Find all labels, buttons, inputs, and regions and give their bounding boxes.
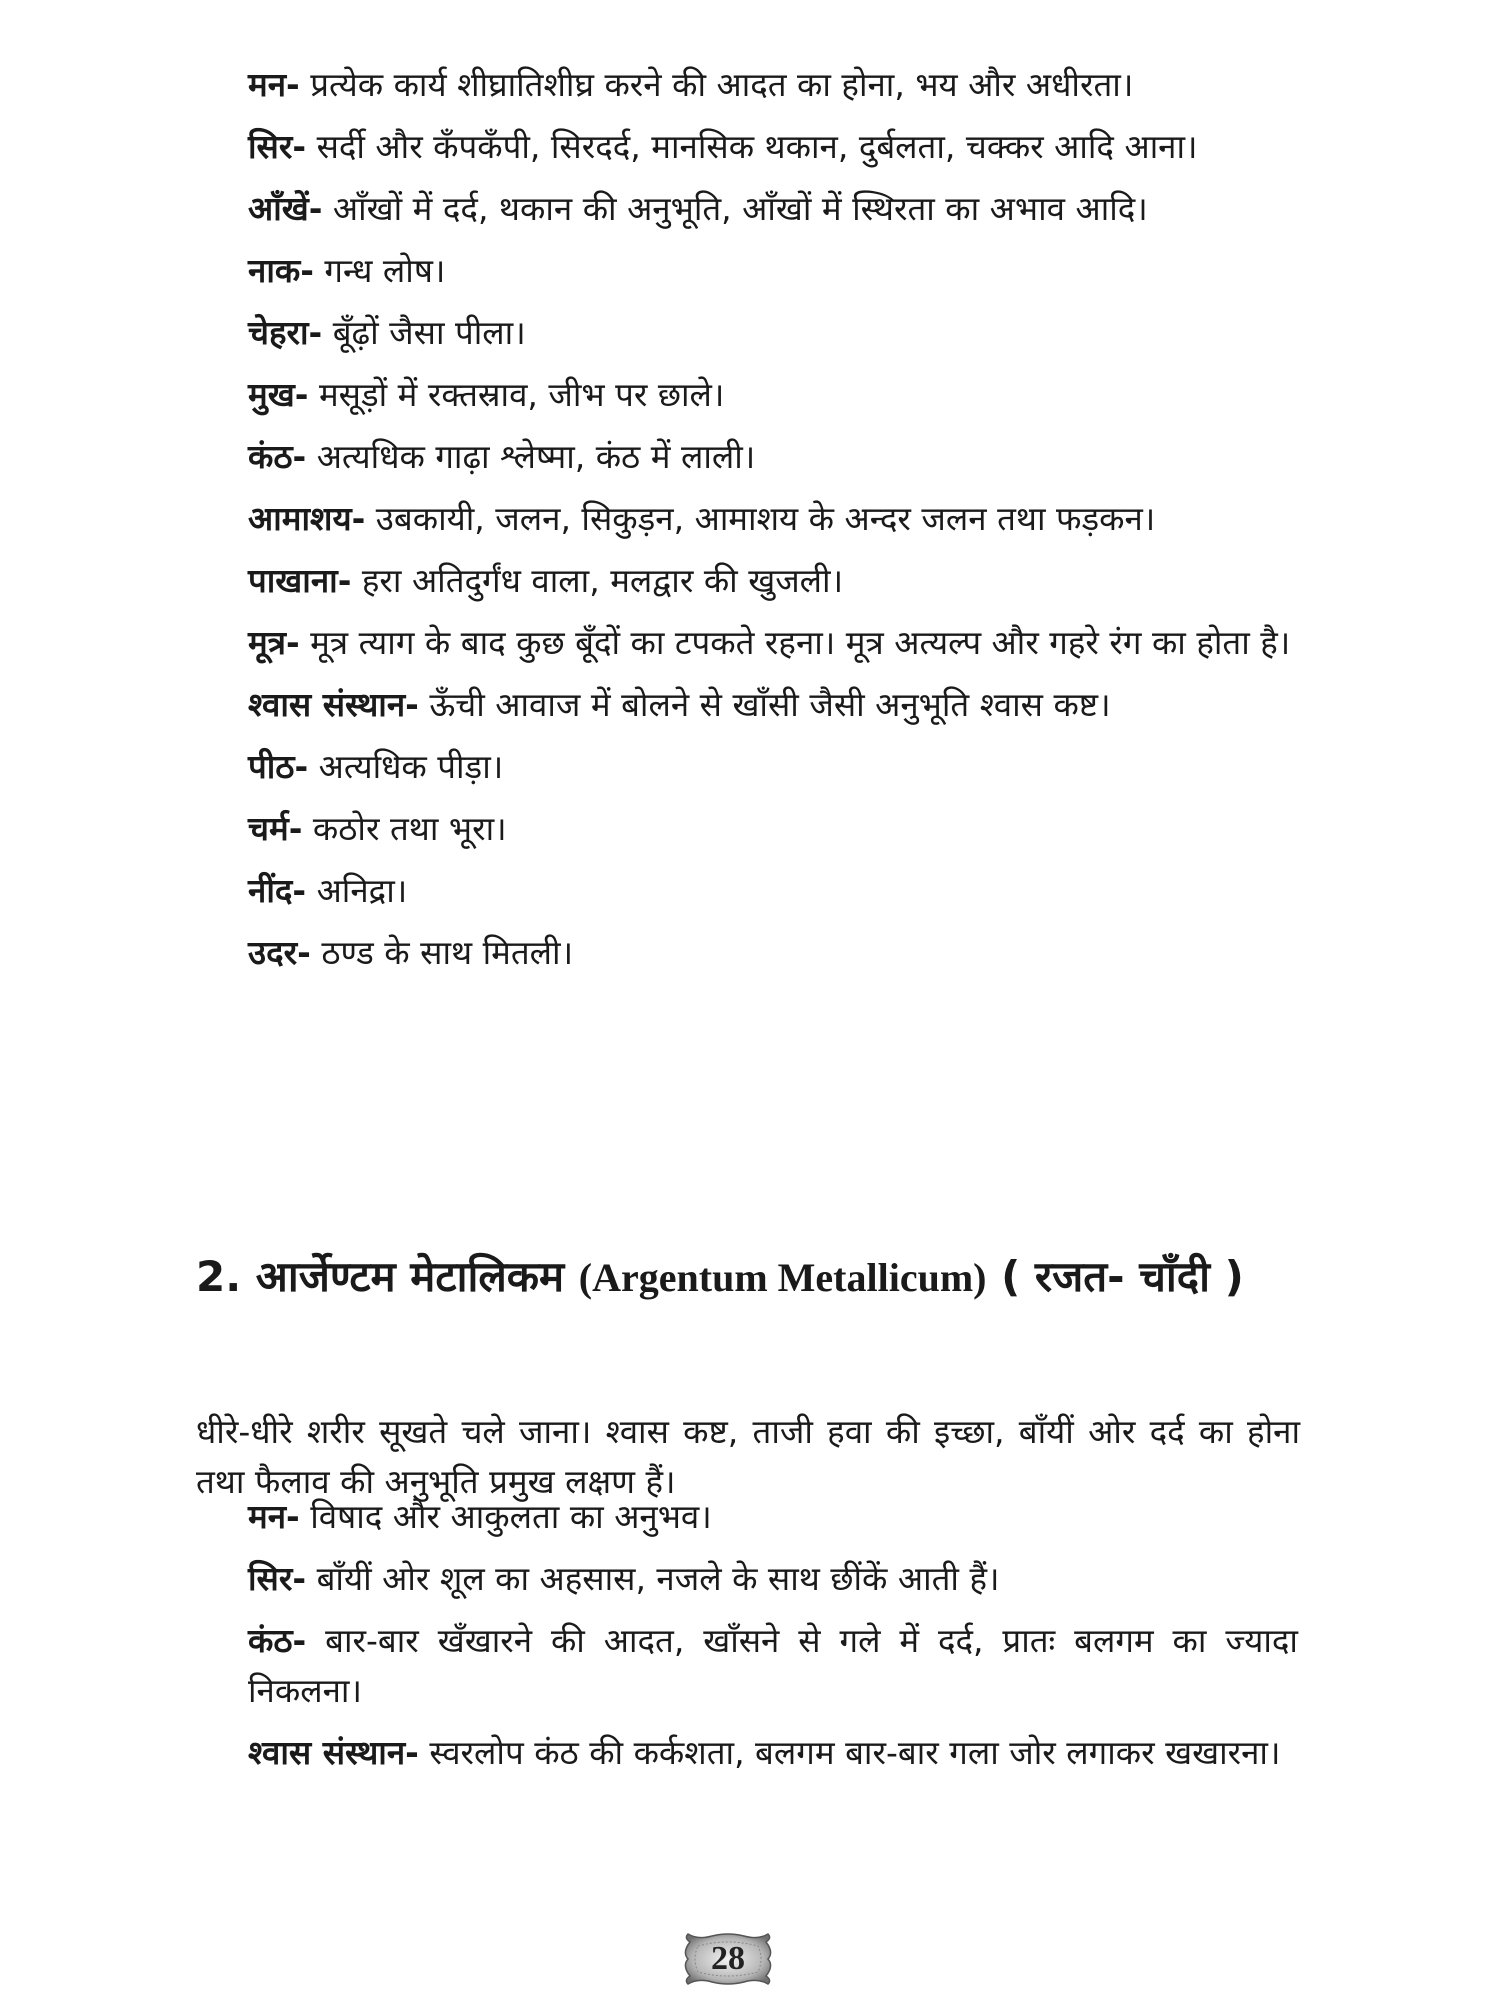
symptom-entry bbox=[248, 184, 1298, 234]
symptom-text: बार-बार खँखारने की आदत, खाँसने से गले में दर्द, प्रातः बलगम का ज्यादा निकलना। bbox=[248, 1621, 1298, 1710]
symptom-text: सर्दी और कँपकँपी, सिरदर्द, मानसिक थकान, दुर्बलता, चक्कर आदि आना। bbox=[316, 127, 1198, 166]
symptom-text: अनिद्रा। bbox=[316, 871, 408, 910]
symptom-entry bbox=[248, 556, 1298, 606]
symptom-entry bbox=[248, 60, 1298, 110]
symptom-term: पाखाना- bbox=[248, 561, 352, 600]
symptom-entry bbox=[248, 1728, 1298, 1778]
symptom-term: श्वास संस्थान- bbox=[248, 685, 419, 724]
section2-heading-latin: (Argentum Metallicum) bbox=[578, 1255, 987, 1300]
section2-heading-tail: ( रजत- चाँदी ) bbox=[1001, 1252, 1244, 1301]
symptom-entry bbox=[248, 246, 1298, 296]
symptom-entry bbox=[248, 1554, 1298, 1604]
symptom-term: कंठ- bbox=[248, 437, 307, 476]
symptom-entry bbox=[248, 742, 1298, 792]
section1-symptom-list bbox=[248, 60, 1298, 990]
symptom-term: आँखें- bbox=[248, 189, 323, 228]
symptom-text: ऊँची आवाज में बोलने से खाँसी जैसी अनुभूति श्वास कष्ट। bbox=[429, 685, 1111, 724]
symptom-term: चेहरा- bbox=[248, 313, 323, 352]
symptom-term: चर्म- bbox=[248, 809, 303, 848]
symptom-term: मन- bbox=[248, 1497, 300, 1536]
symptom-term: नाक- bbox=[248, 251, 314, 290]
symptom-text: मूत्र त्याग के बाद कुछ बूँदों का टपकते रहना। मूत्र अत्यल्प और गहरे रंग का होता है। bbox=[310, 623, 1291, 662]
symptom-term: मुख- bbox=[248, 375, 309, 414]
symptom-entry bbox=[248, 122, 1298, 172]
symptom-text: बाँयीं ओर शूल का अहसास, नजले के साथ छींकें आती हैं। bbox=[316, 1559, 1000, 1598]
section2-symptom-list bbox=[248, 1492, 1298, 1790]
symptom-term: मूत्र- bbox=[248, 623, 300, 662]
symptom-term: नींद- bbox=[248, 871, 307, 910]
symptom-text: प्रत्येक कार्य शीघ्रातिशीघ्र करने की आदत का होना, भय और अधीरता। bbox=[310, 65, 1134, 104]
section2-heading bbox=[196, 1246, 1306, 1309]
symptom-text: अत्यधिक गाढ़ा श्लेष्मा, कंठ में लाली। bbox=[316, 437, 756, 476]
symptom-text: ठण्ड के साथ मितली। bbox=[321, 933, 574, 972]
symptom-text: मसूड़ों में रक्तस्राव, जीभ पर छाले। bbox=[318, 375, 725, 414]
symptom-term: सिर- bbox=[248, 127, 307, 166]
symptom-text: विषाद और आकुलता का अनुभव। bbox=[310, 1497, 712, 1536]
symptom-text: कठोर तथा भूरा। bbox=[312, 809, 507, 848]
symptom-entry bbox=[248, 1616, 1298, 1716]
symptom-term: उदर- bbox=[248, 933, 311, 972]
symptom-term: पीठ- bbox=[248, 747, 309, 786]
section2-intro: धीरे-धीरे शरीर सूखते चले जाना। श्वास कष्ट, ताजी हवा की इच्छा, बाँयीं ओर दर्द का होना तथा फैलाव की अनुभूति प्रमुख लक्षण हैं। bbox=[196, 1412, 1300, 1501]
symptom-entry bbox=[248, 370, 1298, 420]
symptom-text: उबकायी, जलन, सिकुड़न, आमाशय के अन्दर जलन तथा फड़कन। bbox=[375, 499, 1156, 538]
page-number: 28 bbox=[711, 1940, 745, 1977]
symptom-entry bbox=[248, 1492, 1298, 1542]
symptom-term: श्वास संस्थान- bbox=[248, 1733, 419, 1772]
symptom-term: मन- bbox=[248, 65, 300, 104]
symptom-text: स्वरलोप कंठ की कर्कशता, बलगम बार-बार गला जोर लगाकर खखारना। bbox=[429, 1733, 1281, 1772]
symptom-entry bbox=[248, 804, 1298, 854]
symptom-entry bbox=[248, 432, 1298, 482]
page-number-badge bbox=[682, 1932, 774, 1986]
symptom-entry bbox=[248, 308, 1298, 358]
symptom-text: बूँढ़ों जैसा पीला। bbox=[332, 313, 526, 352]
symptom-entry bbox=[248, 866, 1298, 916]
symptom-text: अत्यधिक पीड़ा। bbox=[318, 747, 504, 786]
symptom-text: हरा अतिदुर्गंध वाला, मलद्वार की खुजली। bbox=[361, 561, 844, 600]
symptom-term: आमाशय- bbox=[248, 499, 366, 538]
symptom-term: सिर- bbox=[248, 1559, 307, 1598]
symptom-text: आँखों में दर्द, थकान की अनुभूति, आँखों में स्थिरता का अभाव आदि। bbox=[332, 189, 1148, 228]
symptom-entry bbox=[248, 618, 1298, 668]
section2-heading-hindi: 2. आर्जेण्टम मेटालिकम bbox=[196, 1252, 565, 1301]
symptom-entry bbox=[248, 494, 1298, 544]
symptom-entry bbox=[248, 928, 1298, 978]
symptom-text: गन्ध लोष। bbox=[324, 251, 446, 290]
symptom-entry bbox=[248, 680, 1298, 730]
symptom-term: कंठ- bbox=[248, 1621, 307, 1660]
